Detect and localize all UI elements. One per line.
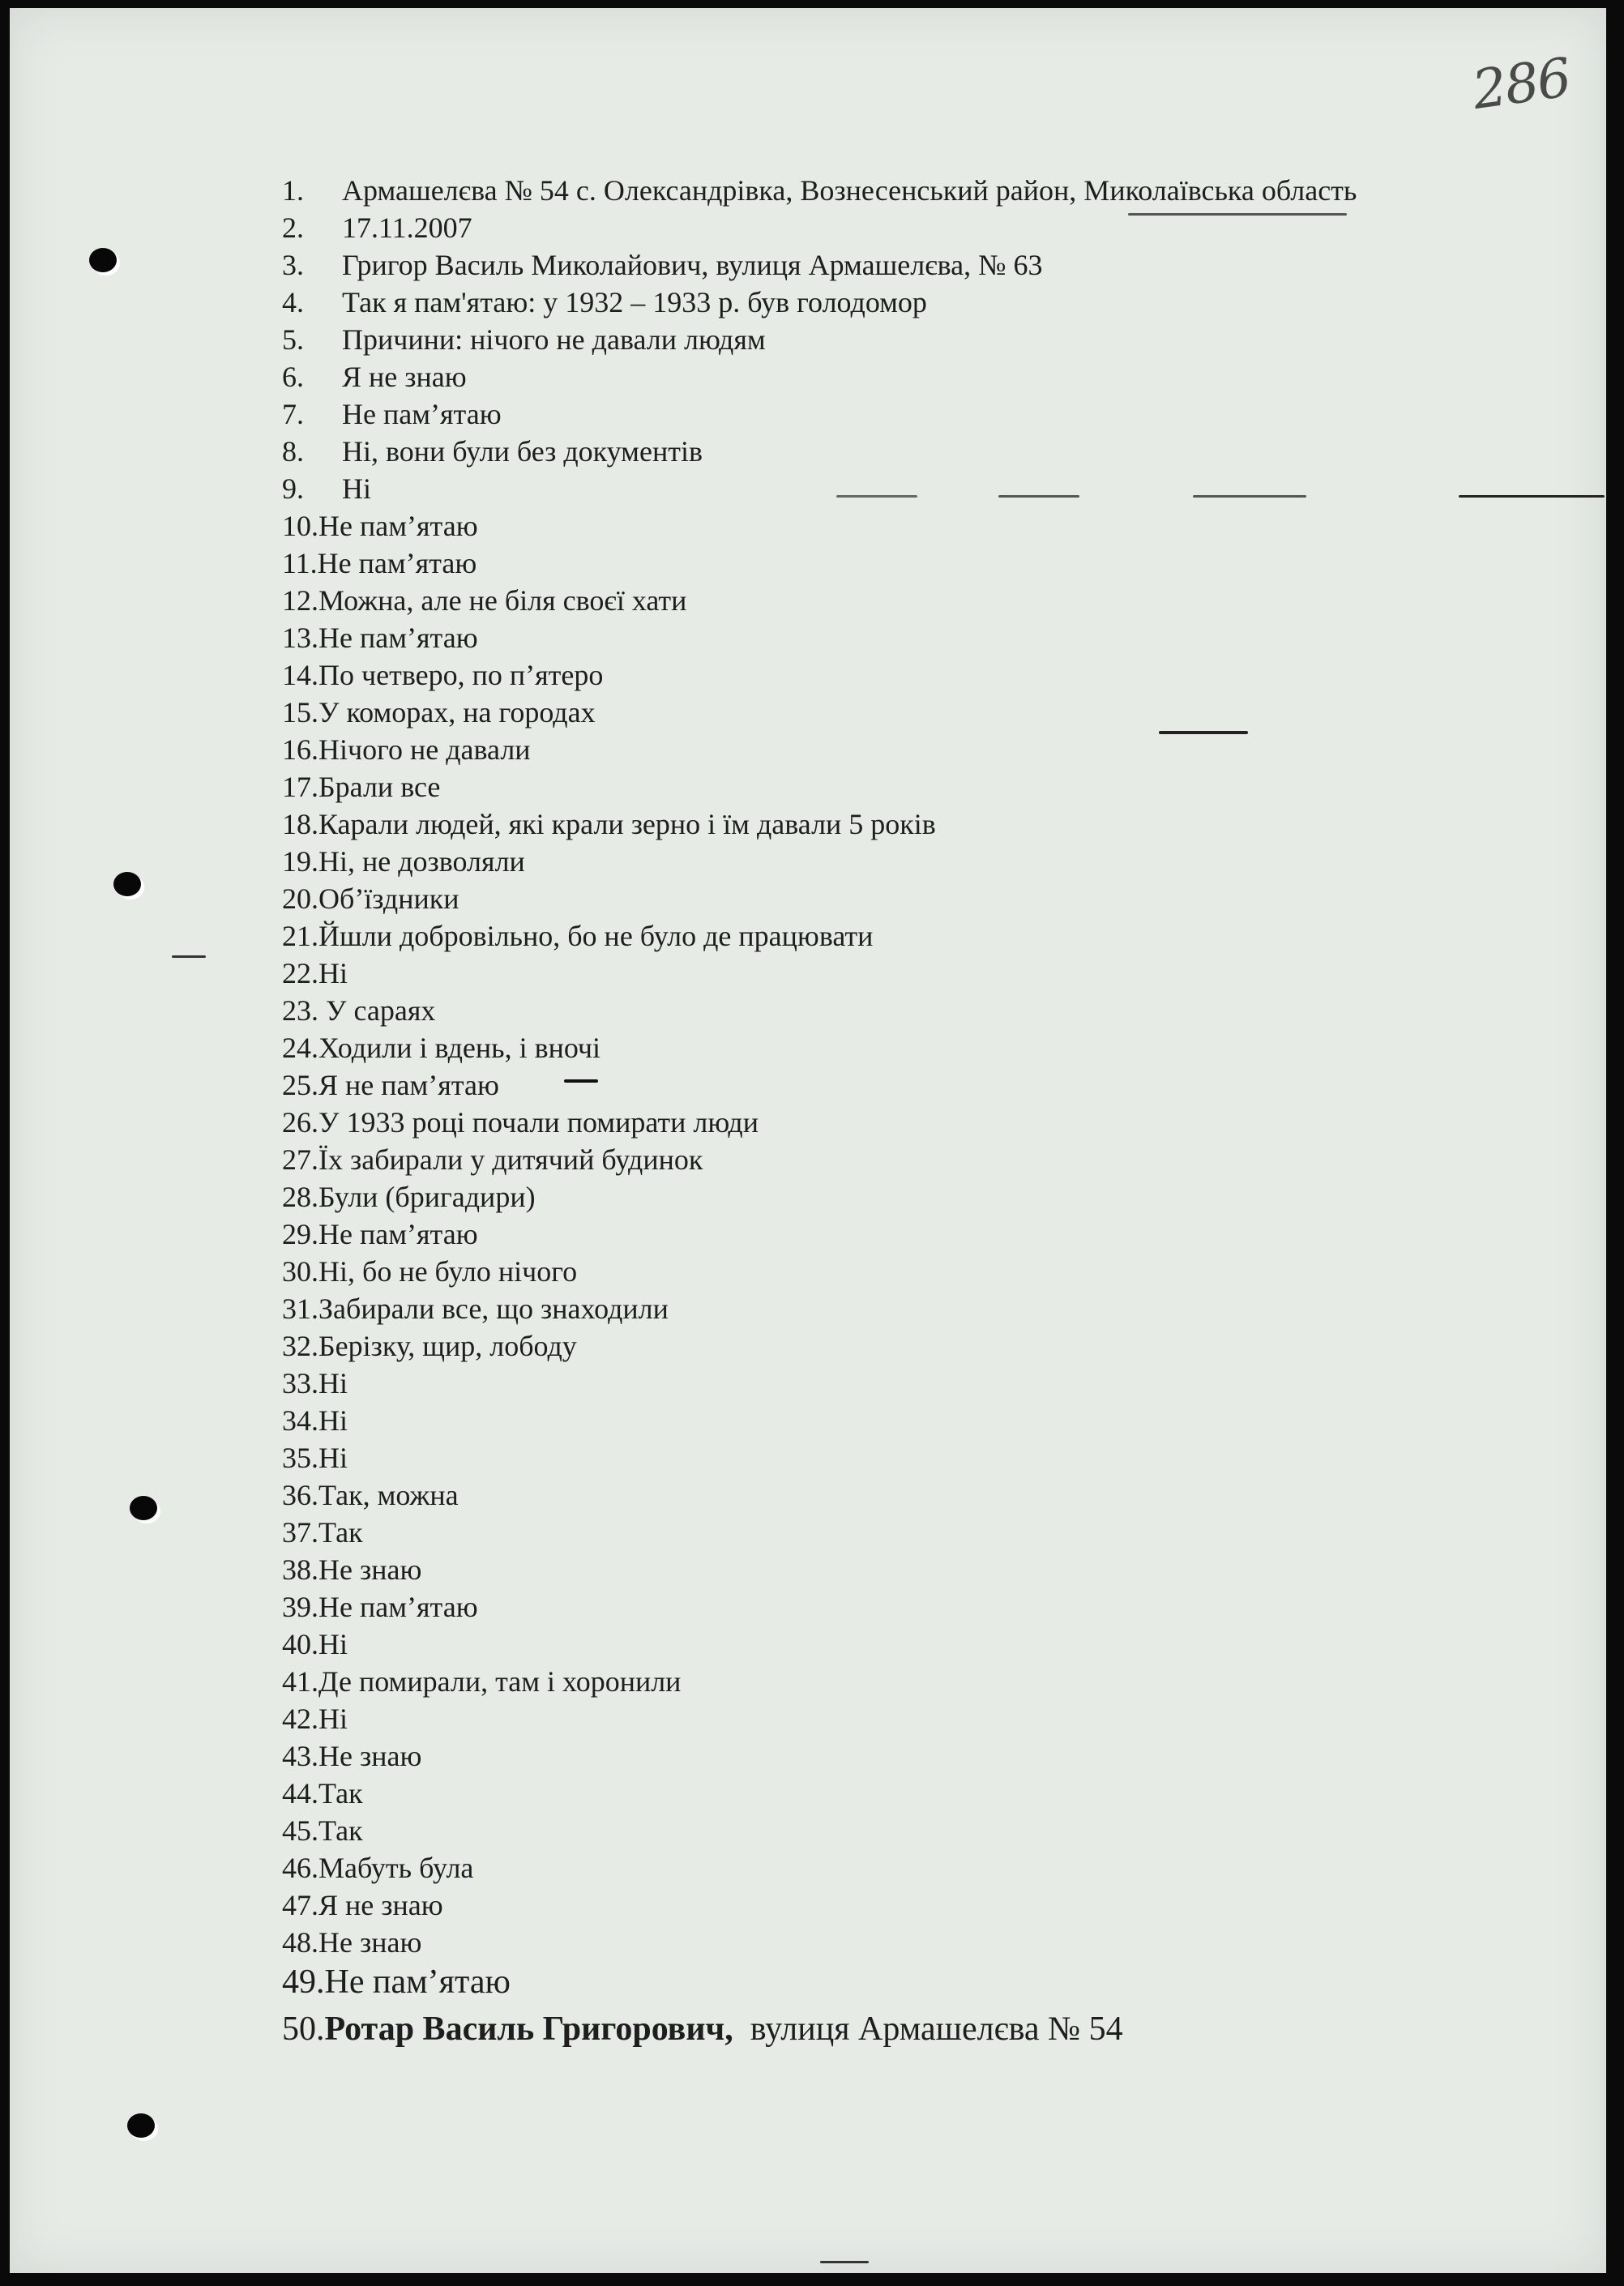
item-text: Забирали все, що знаходили [318,1293,669,1325]
item-text: Я не знаю [318,1889,443,1921]
item-text: Де помирали, там і хоронили [318,1665,682,1698]
item-number: 36. [282,1479,318,1511]
item-text: Так [318,1814,363,1847]
item-number: 46. [282,1852,318,1884]
list-item [282,1514,1357,1551]
list-item [282,1476,1357,1514]
item-number: 45. [282,1814,318,1847]
list-item [282,1626,1357,1663]
list-item [282,1737,1357,1775]
item-number: 3. [282,249,304,281]
item-number: 10. [282,510,318,542]
item-text: Ні [318,1404,348,1437]
item-number: 48. [282,1926,318,1959]
item-text: Ні [318,957,348,989]
item-number: 38. [282,1553,318,1586]
item-text: Ні, вони були без документів [342,435,703,468]
item-number: 7. [282,398,304,430]
item-text: Причини: нічого не давали людям [342,323,766,356]
item-text: Ходили і вдень, і вночі [318,1032,601,1064]
list-item [282,1700,1357,1737]
item-number: 11. [282,547,318,579]
list-item [282,1327,1357,1365]
list-item [282,656,1357,694]
scan-mark [820,2261,869,2263]
item-text: Не пам’ятаю [318,1591,478,1623]
list-item [282,1178,1357,1216]
item-number: 41. [282,1665,318,1698]
list-item [282,1104,1357,1141]
item-text: Ні [318,1442,348,1474]
list-item [282,582,1357,619]
item-number: 26. [282,1106,318,1139]
item-text: Так я пам'ятаю: у 1932 – 1933 р. був голодомор [342,286,927,318]
item-text: Берізку, щир, лободу [318,1330,577,1362]
list-item [282,2008,1357,2050]
list-item [282,246,1357,284]
item-text: Я не знаю [342,361,467,393]
item-number: 15. [282,696,318,729]
item-text: Йшли добровільно, бо не було де працювати [318,920,874,952]
item-text: Не знаю [318,1553,422,1586]
item-text: Григор Василь Миколайович, вулиця Армашелєва, № 63 [342,249,1043,281]
item-text: Брали все [318,771,441,803]
punch-hole [113,872,141,896]
list-item [282,768,1357,805]
list-item [282,1588,1357,1626]
item-number: 25. [282,1069,318,1101]
item-text: У 1933 році почали помирати люди [318,1106,759,1139]
list-item [282,1924,1357,1961]
item-text: Ні [318,1628,348,1660]
list-item [282,545,1357,582]
list-item [282,1290,1357,1327]
list-item [282,507,1357,545]
item-number: 9. [282,472,304,505]
answer-list [282,172,1357,2050]
list-item [282,843,1357,880]
item-text: Армашелєва № 54 с. Олександрівка, Вознесенський район, Миколаївська область [342,174,1357,207]
item-number: 37. [282,1516,318,1549]
scan-mark [1193,495,1306,498]
item-text: Ні, не дозволяли [318,845,525,878]
scan-mark [836,495,917,498]
item-text: У сараях [318,994,436,1027]
item-number: 14. [282,659,318,691]
item-text: Не пам’ятаю [318,1218,478,1250]
scan-mark [1459,495,1605,498]
list-item [282,1365,1357,1402]
list-item [282,1141,1357,1178]
item-number: 8. [282,435,304,468]
item-text: Ні, бо не було нічого [318,1255,578,1288]
item-number: 20. [282,882,318,915]
item-text: Так, можна [318,1479,459,1511]
respondent-address: вулиця Армашелєва № 54 [733,2010,1123,2048]
item-text: Карали людей, які крали зерно і їм давали 5 років [318,808,936,840]
respondent-name: Ротар Василь Григорович, [324,2010,733,2048]
item-number: 23. [282,994,318,1027]
item-number: 12. [282,584,318,617]
item-text: Були (бригадири) [318,1181,536,1213]
handwritten-page-number: 286 [1468,46,1574,122]
item-text: Ні [342,472,371,505]
list-item [282,1402,1357,1439]
list-item [282,1439,1357,1476]
item-text: Нічого не давали [318,733,531,766]
list-item [282,395,1357,433]
item-text: Не пам’ятаю [324,1963,511,2001]
item-number: 34. [282,1404,318,1437]
item-text: Не знаю [318,1740,422,1772]
item-number: 21. [282,920,318,952]
list-item [282,880,1357,917]
punch-hole [127,2113,155,2138]
list-item [282,1663,1357,1700]
list-item [282,284,1357,321]
scan-mark [1159,731,1248,734]
list-item [282,470,1357,507]
item-number: 47. [282,1889,318,1921]
item-text: Так [318,1777,363,1810]
item-number: 13. [282,622,318,654]
punch-hole [89,248,117,272]
list-item [282,433,1357,470]
list-item [282,1551,1357,1588]
item-text: Я не пам’ятаю [318,1069,499,1101]
list-item [282,992,1357,1029]
item-text: Ні [318,1703,348,1735]
item-number: 50. [282,2010,325,2048]
list-item [282,731,1357,768]
item-number: 6. [282,361,304,393]
item-text: Їх забирали у дитячий будинок [318,1143,703,1176]
list-item [282,1812,1357,1849]
item-number: 4. [282,286,304,318]
list-item [282,694,1357,731]
item-number: 28. [282,1181,318,1213]
item-number: 40. [282,1628,318,1660]
item-text: Не пам’ятаю [317,547,477,579]
item-number: 1. [282,174,304,207]
item-number: 44. [282,1777,318,1810]
scan-mark [1128,213,1347,216]
item-number: 27. [282,1143,318,1176]
item-number: 49. [282,1963,325,2001]
item-number: 22. [282,957,318,989]
item-text: Не знаю [318,1926,422,1959]
item-text: У коморах, на городах [318,696,596,729]
item-number: 24. [282,1032,318,1064]
item-number: 42. [282,1703,318,1735]
item-number: 17. [282,771,318,803]
list-item [282,1253,1357,1290]
list-item [282,1849,1357,1886]
list-item [282,619,1357,656]
item-number: 19. [282,845,318,878]
item-text: Не пам’ятаю [342,398,502,430]
item-number: 32. [282,1330,318,1362]
list-item [282,917,1357,955]
punch-hole [130,1496,157,1520]
item-number: 16. [282,733,318,766]
list-item [282,1029,1357,1066]
item-text: Об’їздники [318,882,459,915]
item-text: Так [318,1516,363,1549]
document-page [10,8,1606,2273]
item-number: 2. [282,212,304,244]
item-text: Можна, але не біля своєї хати [318,584,687,617]
list-item [282,1216,1357,1253]
item-number: 29. [282,1218,318,1250]
item-text: По четверо, по п’ятеро [318,659,604,691]
item-number: 43. [282,1740,318,1772]
list-item [282,321,1357,358]
list-item [282,1066,1357,1104]
list-item [282,172,1357,209]
item-number: 39. [282,1591,318,1623]
list-item [282,358,1357,395]
item-number: 18. [282,808,318,840]
scan-mark [564,1079,598,1083]
item-number: 30. [282,1255,318,1288]
scan-mark [172,955,206,958]
list-item [282,955,1357,992]
item-text: Мабуть була [318,1852,474,1884]
item-number: 5. [282,323,304,356]
list-item [282,1961,1357,2003]
item-text: Не пам’ятаю [318,510,478,542]
item-number: 33. [282,1367,318,1399]
list-item [282,805,1357,843]
list-item [282,1886,1357,1924]
item-text: Не пам’ятаю [318,622,478,654]
item-text: 17.11.2007 [342,212,472,244]
scan-mark [998,495,1079,498]
list-item [282,1775,1357,1812]
item-text: Ні [318,1367,348,1399]
item-number: 31. [282,1293,318,1325]
item-number: 35. [282,1442,318,1474]
